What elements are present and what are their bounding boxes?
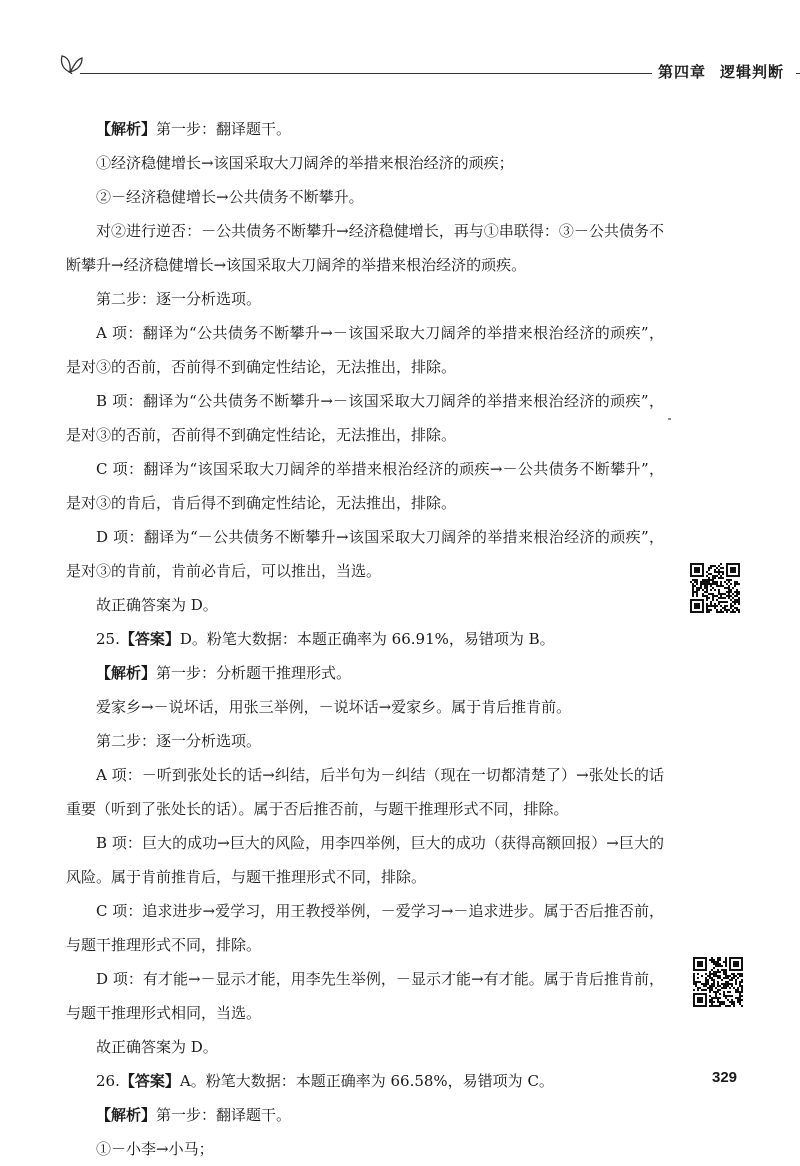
header-rule-tail [796, 73, 800, 74]
page-number: 329 [712, 1069, 738, 1086]
question-number: 26. [96, 1072, 120, 1090]
analysis-tag: 【解析】 [96, 120, 157, 138]
paragraph: 【解析】第一步：翻译题干。 [96, 120, 292, 138]
paragraph: 【解析】第一步：翻译题干。 [96, 1106, 292, 1124]
paragraph: ①－小李→小马； [96, 1140, 214, 1158]
paragraph: 【解析】第一步：分析题干推理形式。 [96, 664, 352, 682]
paragraph: 对②进行逆否：－公共债务不断攀升→经济稳健增长，再与①串联得：③－公共债务不断攀升→经济稳健增长→该国采取大刀阔斧的举措来根治经济的顽疾。 [66, 222, 664, 274]
paragraph: 第二步：逐一分析选项。 [96, 290, 262, 308]
option-d: D 项：有才能→－显示才能，用李先生举例，－显示才能→有才能。属于肯后推肯前，与题干推理形式相同，当选。 [66, 970, 664, 1022]
option-c: C 项：翻译为“该国采取大刀阔斧的举措来根治经济的顽疾→－公共债务不断攀升”，是对③的肯后，肯后得不到确定性结论，无法推出，排除。 [66, 460, 664, 512]
page-header [58, 50, 788, 90]
answer-tag: 【答案】 [119, 1072, 180, 1090]
scan-mark [668, 418, 671, 420]
question-number: 25. [96, 630, 120, 648]
qr-code-icon [693, 957, 743, 1007]
page-body [66, 112, 664, 1166]
paragraph: ②－经济稳健增长→公共债务不断攀升。 [96, 188, 364, 206]
qr-code-icon [690, 563, 740, 613]
paragraph: 第二步：逐一分析选项。 [96, 732, 262, 750]
answer-25: 25.【答案】D。粉笔大数据：本题正确率为 66.91%，易错项为 B。 [96, 630, 555, 648]
analysis-tag: 【解析】 [96, 1106, 157, 1124]
leaf-logo-icon [58, 52, 84, 74]
conclusion: 故正确答案为 D。 [96, 596, 218, 614]
option-b: B 项：巨大的成功→巨大的风险，用李四举例，巨大的成功（获得高额回报）→巨大的风险。属于肯前推肯后，与题干推理形式不同，排除。 [66, 834, 664, 886]
option-b: B 项：翻译为“公共债务不断攀升→－该国采取大刀阔斧的举措来根治经济的顽疾”，是对③的否前，否前得不到确定性结论，无法推出，排除。 [66, 392, 664, 444]
header-rule [80, 73, 652, 74]
conclusion: 故正确答案为 D。 [96, 1038, 218, 1056]
option-c: C 项：追求进步→爱学习，用王教授举例，－爱学习→－追求进步。属于否后推否前，与题干推理形式不同，排除。 [66, 902, 664, 954]
option-a: A 项：翻译为“公共债务不断攀升→－该国采取大刀阔斧的举措来根治经济的顽疾”，是对③的否前，否前得不到确定性结论，无法推出，排除。 [66, 324, 664, 376]
option-d: D 项：翻译为“－公共债务不断攀升→该国采取大刀阔斧的举措来根治经济的顽疾”，是对③的肯前，肯前必肯后，可以推出，当选。 [66, 528, 664, 580]
option-a: A 项：－听到张处长的话→纠结，后半句为－纠结（现在一切都清楚了）→张处长的话重要（听到了张处长的话）。属于否后推否前，与题干推理形式不同，排除。 [66, 766, 664, 818]
answer-tag: 【答案】 [119, 630, 180, 648]
paragraph: ①经济稳健增长→该国采取大刀阔斧的举措来根治经济的顽疾； [96, 154, 514, 172]
answer-26: 26.【答案】A。粉笔大数据：本题正确率为 66.58%，易错项为 C。 [96, 1072, 554, 1090]
analysis-tag: 【解析】 [96, 664, 157, 682]
chapter-title: 逻辑判断 [720, 63, 785, 81]
chapter-number: 第四章 [658, 63, 707, 81]
paragraph: 爱家乡→－说坏话，用张三举例，－说坏话→爱家乡。属于肯后推肯前。 [96, 698, 572, 716]
chapter-heading [658, 61, 798, 82]
